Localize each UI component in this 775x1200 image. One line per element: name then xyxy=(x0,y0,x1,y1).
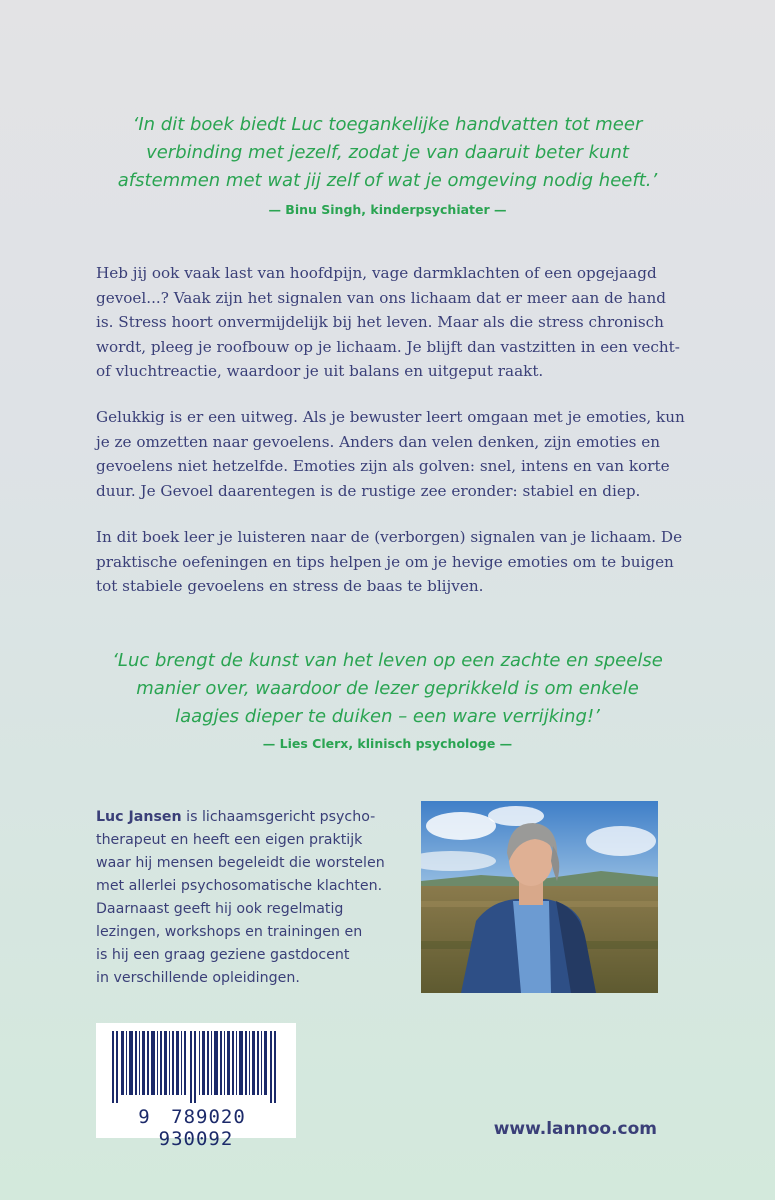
isbn-group-1: 789020 xyxy=(171,1106,246,1128)
body-line: praktische oefeningen en tips helpen je om je hevige emoties om te buigen xyxy=(96,552,674,571)
quote-top xyxy=(0,111,775,195)
quote-line: manier over, waardoor de lezer geprikkeld is om enkele xyxy=(136,678,639,699)
bio-line: waar hij mensen begeleidt die worstelen xyxy=(96,855,385,871)
bio-line: is hij een graag geziene gastdocent xyxy=(96,947,350,963)
author-bio xyxy=(96,806,416,990)
quote-line: laagjes dieper te duiken – een ware verrijking!’ xyxy=(175,706,600,727)
bio-line: lezingen, workshops en trainingen en xyxy=(96,924,363,940)
body-line: je ze omzetten naar gevoelens. Anders dan velen denken, zijn emoties en xyxy=(96,432,661,451)
body-line: of vluchtreactie, waardoor je uit balans en uitgeput raakt. xyxy=(96,362,544,380)
barcode-bars xyxy=(110,1031,282,1103)
body-line: duur. Je Gevoel daarentegen is de rustige zee eronder: stabiel en diep. xyxy=(96,481,641,500)
isbn-group-2: 930092 xyxy=(158,1128,234,1150)
barcode xyxy=(96,1023,296,1150)
isbn-number xyxy=(96,1106,296,1150)
author-photo xyxy=(421,801,658,993)
quote-top-attribution: — Binu Singh, kinderpsychiater — xyxy=(268,202,507,217)
quote-line: afstemmen met wat jij zelf of wat je omgeving nodig heeft.’ xyxy=(117,170,658,191)
body-line: is. Stress hoort onvermijdelijk bij het leven. Maar als die stress chronisch xyxy=(96,313,664,331)
body-line: In dit boek leer je luisteren naar de (verborgen) signalen van je lichaam. De xyxy=(96,528,683,546)
body-paragraph-3 xyxy=(96,525,686,599)
isbn-prefix: 9 xyxy=(138,1106,151,1128)
quote-line: verbinding met jezelf, zodat je van daaruit beter kunt xyxy=(146,142,629,163)
quote-line: ‘In dit boek biedt Luc toegankelijke handvatten tot meer xyxy=(132,114,643,135)
body-line: wordt, pleeg je roofbouw op je lichaam. Je blijft dan vastzitten in een vecht- xyxy=(96,337,680,356)
body-line: gevoelens niet hetzelfde. Emoties zijn als golven: snel, intens en van korte xyxy=(96,457,670,475)
bio-first-line: is lichaamsgericht psycho- xyxy=(181,809,376,825)
body-paragraph-1 xyxy=(96,261,686,384)
bio-line xyxy=(96,806,416,829)
bio-line: Daarnaast geeft hij ook regelmatig xyxy=(96,901,344,917)
bio-line: met allerlei psychosomatische klachten. xyxy=(96,878,383,894)
quote-middle xyxy=(0,647,775,731)
body-line: Heb jij ook vaak last van hoofdpijn, vage darmklachten of een opgejaagd xyxy=(96,264,657,282)
author-name: Luc Jansen xyxy=(96,809,182,825)
quote-middle-attribution: — Lies Clerx, klinisch psychologe — xyxy=(262,736,513,751)
body-line: gevoel...? Vaak zijn het signalen van ons lichaam dat er meer aan de hand xyxy=(96,288,666,307)
bio-line: therapeut en heeft een eigen praktijk xyxy=(96,832,363,848)
quote-line: ‘Luc brengt de kunst van het leven op een zachte en speelse xyxy=(112,650,663,671)
publisher-website[interactable]: www.lannoo.com xyxy=(493,1119,657,1139)
body-paragraph-2 xyxy=(96,405,686,503)
body-line: Gelukkig is er een uitweg. Als je bewuster leert omgaan met je emoties, kun xyxy=(96,408,685,426)
bio-line: in verschillende opleidingen. xyxy=(96,970,300,986)
body-line: tot stabiele gevoelens en stress de baas te blijven. xyxy=(96,577,484,595)
